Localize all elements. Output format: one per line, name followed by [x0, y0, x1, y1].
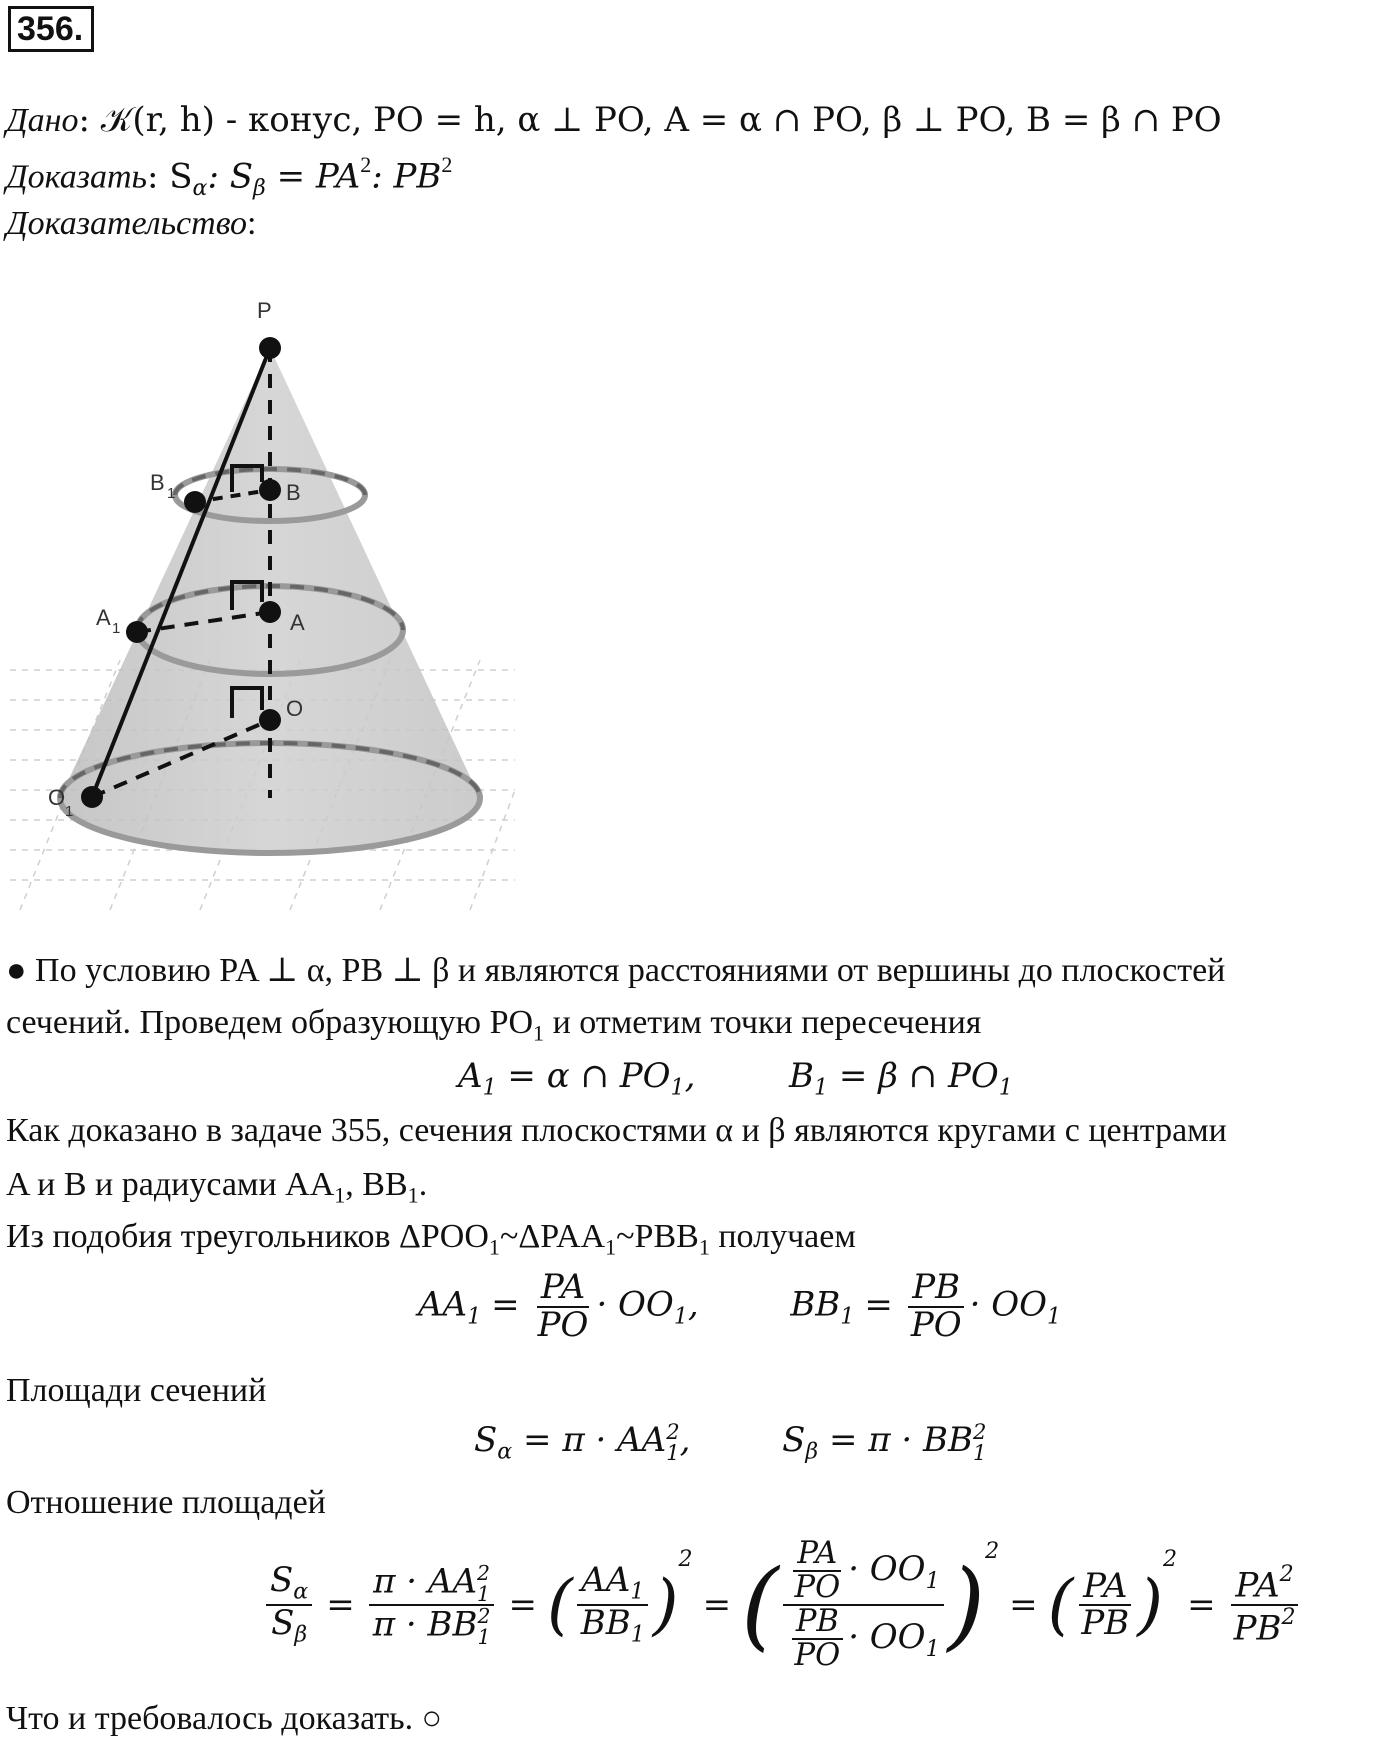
proof-label-line: Доказательство:: [6, 205, 257, 242]
label-o1-sub: 1: [65, 803, 74, 820]
point-b: [259, 479, 281, 501]
equation-radii: $AA_1$ = $\frac{PA}{PO}$ · $OO_1$, $BB_1$ = $\frac{PB}{PO}$ · $OO_1$: [418, 1267, 1062, 1345]
label-b1: B: [150, 470, 165, 495]
point-a1: [126, 621, 148, 643]
para2-line1: Как доказано в задаче 355, сечения плоскостями α и β являются кругами с центрами: [6, 1112, 1227, 1149]
prove-label: Доказать: [6, 158, 147, 196]
label-a1-sub: 1: [112, 620, 121, 637]
equation-intersections: $A_1 = \alpha$ ∩ $PO_1$, $B_1 = \beta$ ∩ $PO_1$: [458, 1056, 1013, 1101]
prove-line: Доказать: $S_\alpha$: $S_\beta = PA^2$: $PB^2$: [6, 152, 453, 202]
label-p: P: [257, 298, 272, 323]
problem-number: 356.: [8, 6, 94, 52]
proof-label: Доказательство: [6, 205, 248, 242]
label-o: O: [286, 696, 304, 721]
label-b1-sub: 1: [167, 485, 176, 502]
para1-line1: ● По условию PA ⊥ α, PB ⊥ β и являются расстояниями от вершины до плоскостей: [6, 952, 1226, 989]
point-b1: [184, 491, 206, 513]
para3-line: Из подобия треугольников $\Delta POO_1\sim\Delta PAA_1\sim PBB_1$ получаем: [6, 1218, 856, 1260]
label-a: A: [290, 610, 305, 635]
point-p: [259, 337, 281, 359]
point-o1: [81, 786, 103, 808]
given-label: Дано: [6, 102, 79, 139]
point-a: [259, 601, 281, 623]
label-o1: O: [48, 785, 66, 810]
label-b: B: [286, 480, 301, 505]
given-line: [6, 100, 1222, 140]
given-text: : 𝒦(r, h) - конус, PO = h, α ⊥ PO, A = α ∩ PO, β ⊥ PO, B = β ∩ PO: [78, 100, 1222, 140]
conclusion: Что и требовалось доказать. ○: [6, 1700, 443, 1737]
para2-line2: A и B и радиусами $AA_1$, $BB_1$.: [6, 1166, 428, 1208]
areas-label: Площади сечений: [6, 1372, 267, 1409]
ratio-label: Отношение площадей: [6, 1484, 326, 1521]
label-a1: A: [96, 605, 111, 630]
equation-areas: $S_\alpha = \pi$ · AA 2 1 , $S_\beta = \pi$ · BB 2 1: [474, 1418, 987, 1465]
cone-figure: [0, 270, 530, 920]
point-o: [259, 709, 281, 731]
equation-ratio: $\frac{S_\alpha}{S_\beta}$ = π · AA 2 1 π · BB 2 1 = ( $\frac{AA_1}{BB_1}$ ) 2 = ( $\frac{PA}{PO}$ · $OO_1$ $\frac{PB}{PO}$ · $OO_1$ ) $^2$ = ( $\frac{PA}{PB}$ ) 2 = $\frac{PA^2}{PB^2}$: [262, 1538, 1304, 1672]
para1-line2: сечений. Проведем образующую $PO_1$ и отметим точки пересечения: [6, 1004, 982, 1046]
